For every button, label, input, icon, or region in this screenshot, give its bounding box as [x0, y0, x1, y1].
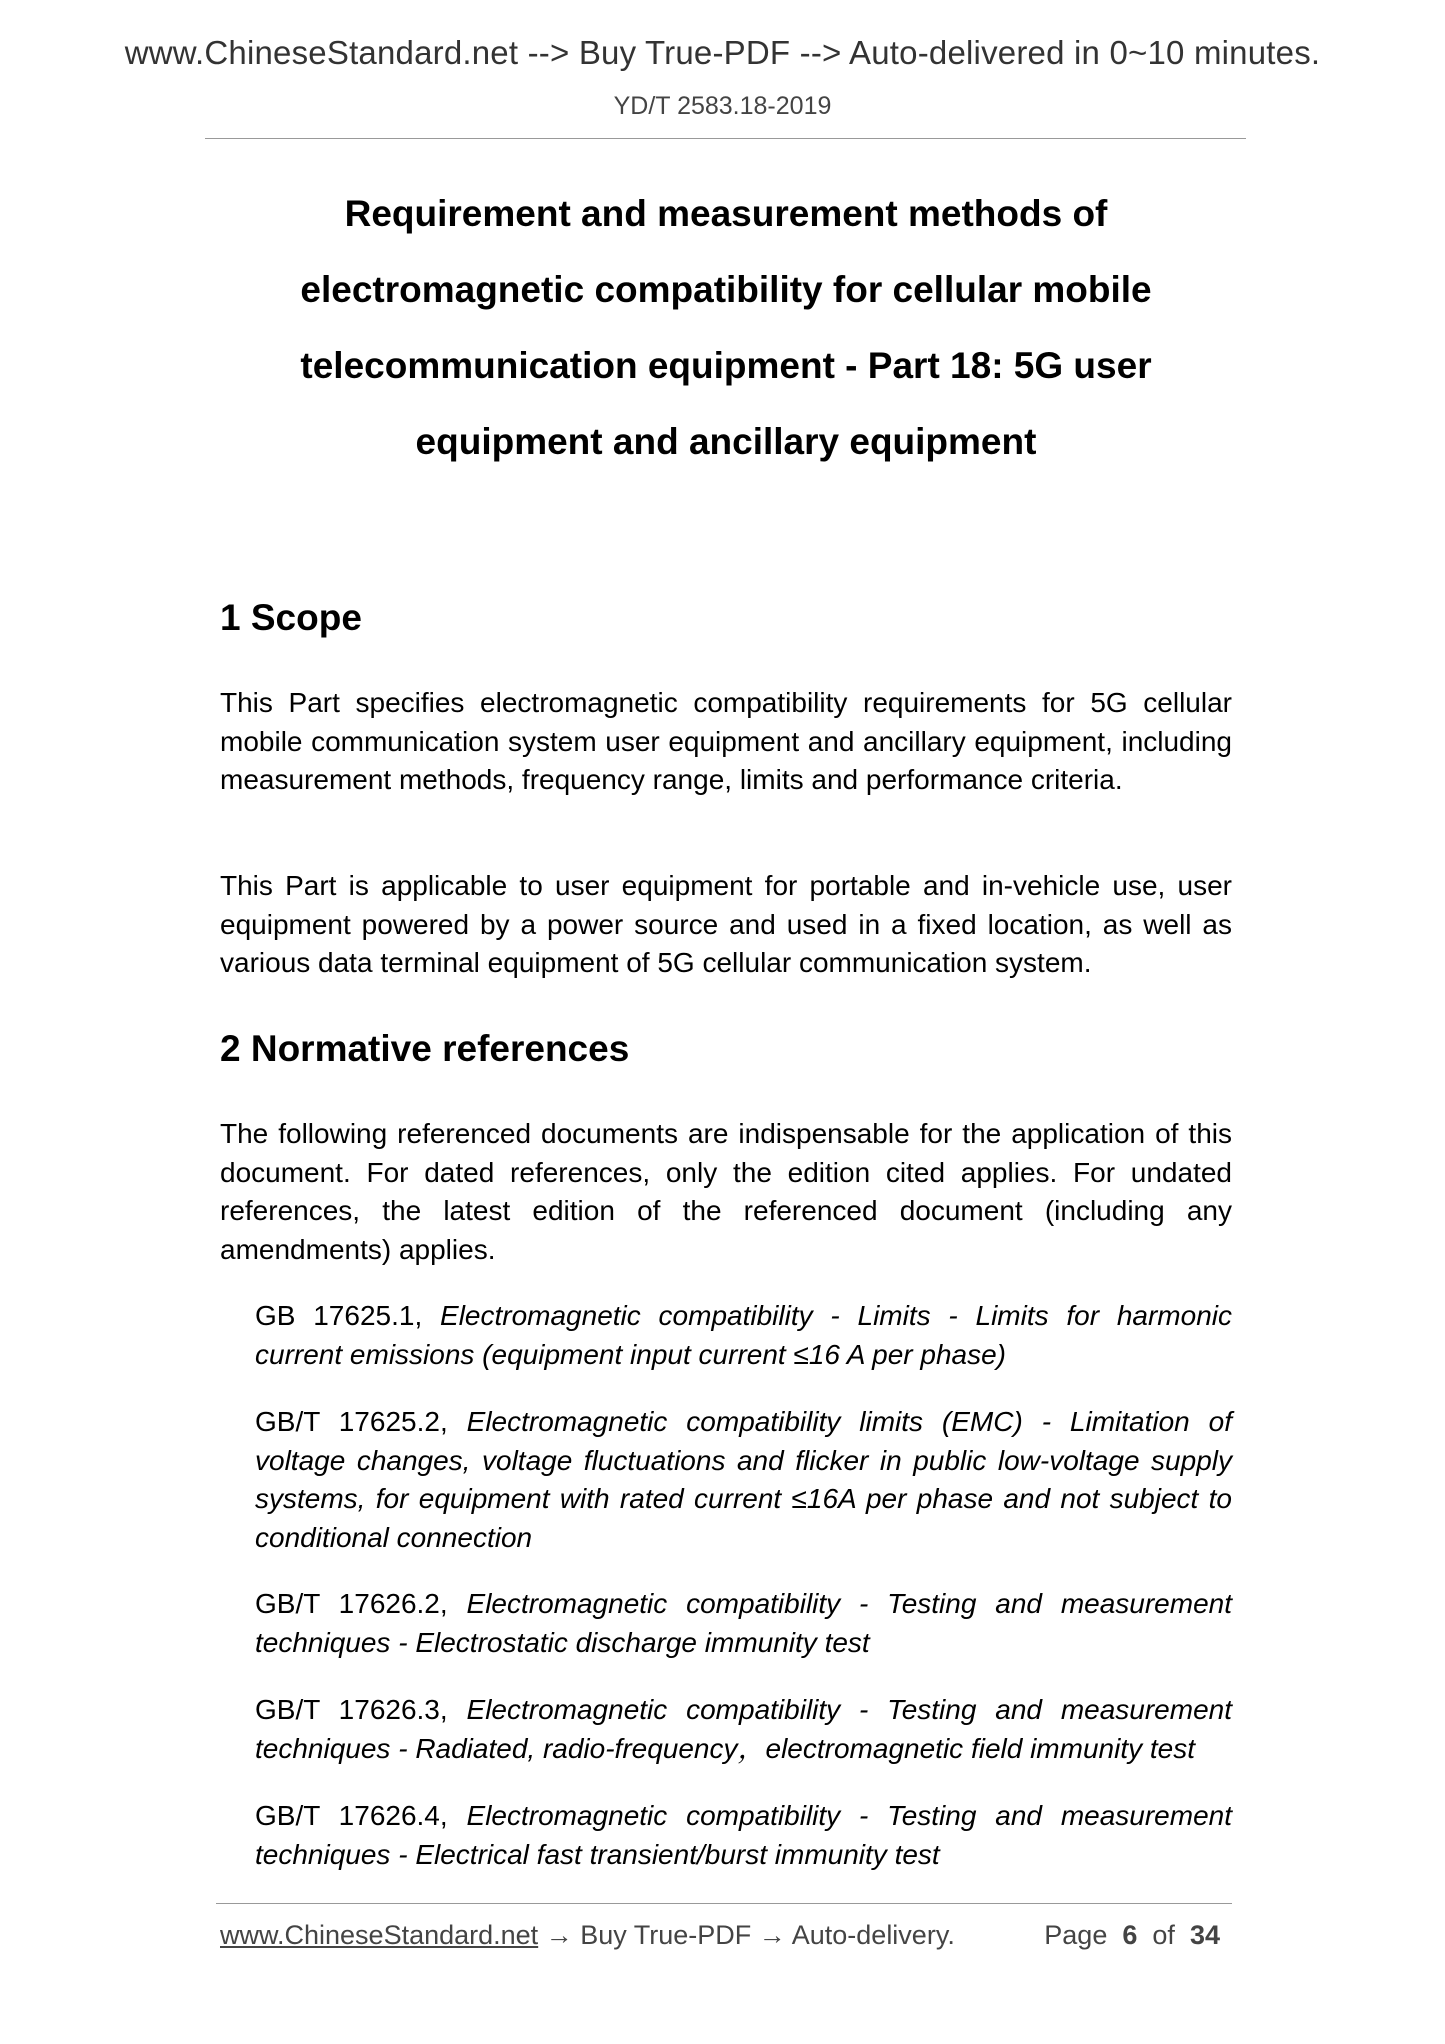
title-line: Requirement and measurement methods of — [344, 193, 1108, 234]
reference-item-wrap — [220, 1403, 1232, 1557]
section-normative-references — [220, 1027, 1232, 1071]
reference-item — [220, 1691, 1232, 1768]
reference-item — [220, 1297, 1232, 1374]
scope-paragraph-2-wrap — [220, 867, 1232, 983]
document-title — [220, 176, 1232, 480]
page-word: Page — [1044, 1920, 1108, 1950]
reference-item — [220, 1585, 1232, 1662]
scope-paragraph: This Part specifies electromagnetic compatibility requirements for 5G cellular mobile communication system user equipment and ancillary equipment, including measurement methods, frequency range, limits and performance criteria. — [220, 687, 1232, 795]
page-indicator — [1044, 1920, 1232, 1951]
top-banner: www.ChineseStandard.net --> Buy True-PDF --> Auto-delivered in 0~10 minutes. — [124, 34, 1321, 71]
section-heading-scope: 1 Scope — [220, 597, 362, 638]
reference-code: GB/T 17626.3, — [255, 1694, 448, 1725]
reference-item-wrap — [220, 1797, 1232, 1874]
footer-site-link[interactable]: www.ChineseStandard.net — [220, 1920, 539, 1950]
title-line: telecommunication equipment - Part 18: 5G user — [300, 345, 1152, 386]
title-line: electromagnetic compatibility for cellular mobile — [300, 269, 1152, 310]
footer-left — [220, 1920, 955, 1951]
of-word: of — [1152, 1920, 1175, 1950]
reference-title: Electromagnetic compatibility - Testing and measurement techniques - Electrostatic discharge immunity test — [255, 1588, 1233, 1658]
reference-item-wrap — [220, 1297, 1232, 1374]
reference-title: Electromagnetic compatibility - Limits - Limits for harmonic current emissions (equipment input current ≤16 A per phase) — [255, 1300, 1232, 1370]
reference-item-wrap — [220, 1585, 1232, 1662]
header-divider — [205, 138, 1246, 139]
reference-title: Electromagnetic compatibility - Testing and measurement techniques - Radiated, radio-frequency，electromagnetic field immunity test — [255, 1694, 1233, 1764]
reference-code: GB/T 17626.4, — [255, 1800, 448, 1831]
reference-title: Electromagnetic compatibility limits (EMC) - Limitation of voltage changes, voltage fluctuations and flicker in public low-voltage supply systems, for equipment with rated current ≤16A per phase and not subject to conditional connection — [255, 1406, 1232, 1553]
references-intro-wrap — [220, 1115, 1232, 1269]
reference-item — [220, 1403, 1232, 1557]
page-total: 34 — [1189, 1920, 1220, 1950]
footer-text: → Buy True-PDF → Auto-delivery. — [538, 1920, 955, 1950]
page-number: 6 — [1122, 1920, 1138, 1950]
reference-code: GB/T 17626.2, — [255, 1588, 448, 1619]
reference-item-wrap — [220, 1691, 1232, 1768]
title-line: equipment and ancillary equipment — [415, 421, 1037, 462]
reference-code: GB/T 17625.2, — [255, 1406, 448, 1437]
references-intro: The following referenced documents are indispensable for the application of this document. For dated references, only the edition cited applies. For undated references, the latest edition of the referenced document (including any amendments) applies. — [220, 1118, 1232, 1265]
section-heading-references: 2 Normative references — [220, 1028, 630, 1069]
scope-paragraph-1-wrap — [220, 684, 1232, 800]
reference-code: GB 17625.1, — [255, 1300, 423, 1331]
reference-item — [220, 1797, 1232, 1874]
document-code: YD/T 2583.18-2019 — [613, 92, 832, 120]
reference-title: Electromagnetic compatibility - Testing and measurement techniques - Electrical fast transient/burst immunity test — [255, 1800, 1233, 1870]
scope-paragraph: This Part is applicable to user equipment for portable and in-vehicle use, user equipment powered by a power source and used in a fixed location, as well as various data terminal equipment of 5G cellular communication system. — [220, 870, 1232, 978]
footer — [220, 1920, 1232, 1951]
section-scope — [220, 596, 1232, 640]
footer-divider — [216, 1903, 1232, 1904]
